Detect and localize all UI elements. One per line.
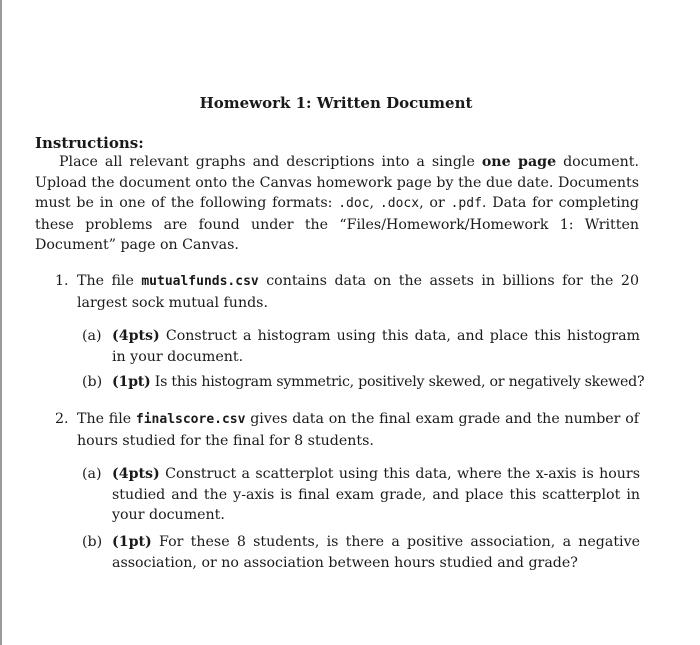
format-separator: , [369, 195, 380, 211]
part-points: (4pts) [112, 328, 160, 344]
instructions-text-c: . Data for completing these problems are found under the “Files/Homework/Homework 1: Written Document” page on Canvas. [35, 195, 639, 253]
part-text [112, 464, 640, 526]
part-body: Construct a scatterplot using this data, where the x-axis is hours studied and the y-axis is final exam grade, and place this scatterplot in your document. [112, 466, 640, 523]
format-pdf: .pdf [450, 196, 482, 211]
instructions-text-b: document. Upload the document onto the Canvas homework page by the due date. Documents must be in one of the following formats: [35, 154, 639, 211]
question-text [77, 409, 639, 451]
format-docx: .docx [379, 196, 420, 211]
part-body: Is this histogram symmetric, positively skewed, or negatively skewed? [150, 374, 645, 390]
question-text-a: The file [77, 273, 142, 289]
part-points: (1pt) [112, 374, 151, 390]
part-points: (1pt) [112, 534, 152, 550]
question-number: 2. [55, 411, 69, 427]
file-name: finalscore.csv [135, 412, 246, 427]
question-1 [55, 271, 640, 315]
part-label: (b) [82, 374, 103, 390]
instructions-text-a: Place all relevant graphs and descriptions into a single [59, 154, 482, 170]
instructions-heading: Instructions: [35, 134, 144, 152]
part-body: For these 8 students, is there a positive association, a negative association, or no association between hours studied and grade? [112, 534, 640, 571]
question-text-b: contains data on the assets in billions for the 20 largest sock mutual funds. [77, 273, 639, 311]
format-doc: .doc [338, 196, 370, 211]
document-title: Homework 1: Written Document [199, 94, 473, 112]
part-points: (4pts) [112, 466, 160, 482]
question-text-a: The file [77, 411, 136, 427]
part-label: (b) [82, 534, 103, 550]
part-text [112, 532, 640, 573]
part-label: (a) [82, 328, 102, 344]
question-text [77, 271, 639, 313]
format-separator: , or [419, 195, 451, 211]
question-text-b: gives data on the final exam grade and the number of hours studied for the final for 8 students. [77, 411, 639, 449]
question-number: 1. [55, 273, 69, 289]
part-body: Construct a histogram using this data, and place this histogram in your document. [112, 328, 640, 365]
instructions-paragraph [35, 152, 639, 256]
part-text [112, 372, 652, 393]
part-text [112, 326, 640, 367]
instructions-emphasis: one page [481, 154, 557, 170]
file-name: mutualfunds.csv [141, 274, 259, 289]
part-label: (a) [82, 466, 102, 482]
